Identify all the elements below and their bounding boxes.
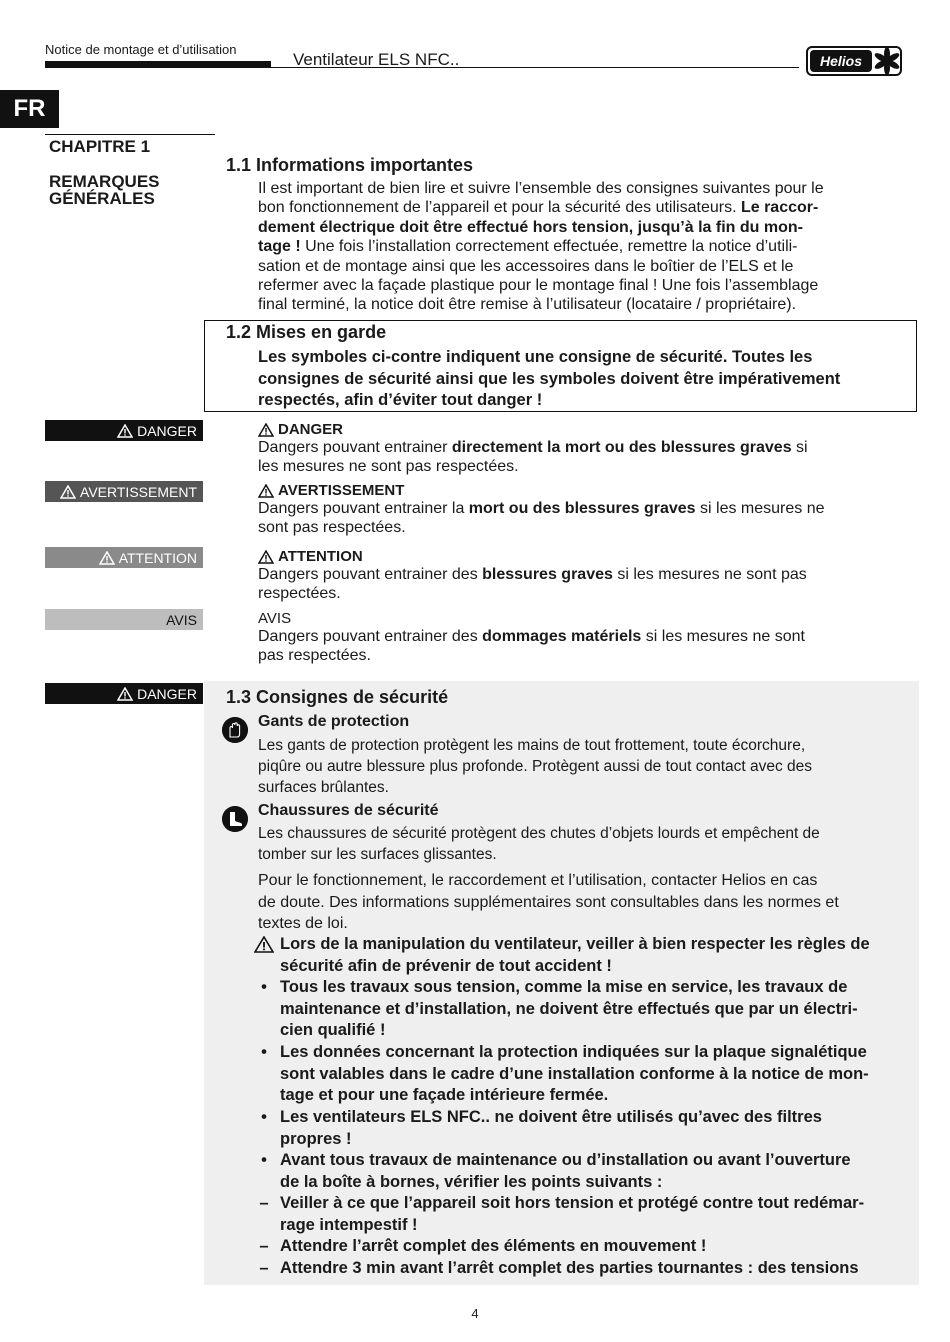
safety-item xyxy=(254,977,906,1042)
warning-heading-text: AVERTISSEMENT xyxy=(278,482,405,499)
warning-heading xyxy=(258,482,906,499)
danger-label xyxy=(45,420,203,441)
logo-text: Helios xyxy=(819,53,863,69)
text-line: Pour le fonctionnement, le raccordement et l’utilisation, contacter Helios en cas xyxy=(258,872,818,889)
text-line xyxy=(258,257,906,276)
bold-span: tage ! xyxy=(258,238,301,256)
notice-text xyxy=(258,627,906,646)
bullet-marker: • xyxy=(261,1043,267,1061)
attention-heading xyxy=(258,548,906,565)
warning-label-text: AVERTISSEMENT xyxy=(80,483,197,500)
warning-label xyxy=(45,481,203,502)
text-span: Dangers pouvant entrainer la xyxy=(258,500,469,517)
notice-label xyxy=(45,609,203,630)
text-span: final terminé, la notice doit être remise à l’utilisateur (locataire / propriétaire). xyxy=(258,296,797,314)
section-1-2-title: 1.2 Mises en garde xyxy=(226,322,387,342)
danger-heading-text: DANGER xyxy=(278,421,344,438)
section-1-1-title: 1.1 Informations importantes xyxy=(226,155,474,175)
text-span: si les mesures ne sont xyxy=(641,628,805,645)
warning-triangle-icon xyxy=(254,936,274,953)
attention-text-line2: respectées. xyxy=(258,585,341,603)
dash-marker: – xyxy=(259,1259,269,1277)
safety-item-text xyxy=(280,977,906,1042)
text-line xyxy=(258,218,906,237)
safety-item xyxy=(254,1107,906,1150)
notice-heading-text: AVIS xyxy=(258,610,292,627)
text-line: Lors de la manipulation du ventilateur, veiller à bien respecter les règles de xyxy=(280,935,870,953)
text-line: piqûre ou autre blessure plus profonde. Protègent aussi de tout contact avec des xyxy=(258,758,813,775)
notice-label-text: AVIS xyxy=(166,611,197,628)
text-line: sont valables dans le cadre d’une installation conforme à la notice de mon- xyxy=(280,1064,869,1083)
shoes-title: Chaussures de sécurité xyxy=(258,802,439,819)
safety-item-text xyxy=(280,1042,906,1107)
safety-item xyxy=(254,1042,906,1107)
text-line: tomber sur les surfaces glissantes. xyxy=(258,846,497,863)
header-rule-thick xyxy=(45,61,271,68)
text-line: propres ! xyxy=(280,1129,352,1148)
section-1-3-danger-label xyxy=(45,683,203,704)
text-span: si les mesures ne xyxy=(695,500,825,517)
text-line xyxy=(258,276,906,295)
danger-heading xyxy=(258,421,906,438)
warning-text-line2: sont pas respectées. xyxy=(258,519,406,537)
safety-shoe-icon xyxy=(222,806,248,832)
text-line xyxy=(258,198,906,217)
bold-span: directement la mort ou des blessures graves xyxy=(451,439,792,456)
safety-item-text xyxy=(280,1258,906,1280)
safety-item-text xyxy=(280,1150,906,1193)
text-line: surfaces brûlantes. xyxy=(258,779,389,796)
chapter-title-line: REMARQUES xyxy=(49,172,160,191)
safety-item xyxy=(254,934,906,977)
warning-triangle-icon xyxy=(117,687,133,701)
danger-text xyxy=(258,438,906,457)
chapter-number: CHAPITRE 1 xyxy=(49,137,151,156)
notice-explanation xyxy=(258,610,906,666)
chapter-title xyxy=(49,173,160,207)
text-line: tage et pour une façade intérieure fermée. xyxy=(280,1086,609,1105)
text-line: Les données concernant la protection indiquées sur la plaque signalétique xyxy=(280,1043,867,1061)
safety-item-text xyxy=(280,934,906,977)
warning-triangle-icon xyxy=(99,551,115,565)
text-line: textes de loi. xyxy=(258,915,348,933)
bold-span: mort ou des blessures graves xyxy=(468,500,696,517)
text-line: Attendre l’arrêt complet des éléments en mouvement ! xyxy=(280,1237,707,1255)
text-span: Il est important de bien lire et suivre l’ensemble des consignes suivantes pour le xyxy=(258,180,824,197)
warning-triangle-icon xyxy=(60,485,76,499)
text-line: maintenance et d’installation, ne doivent être effectués que par un électri- xyxy=(280,999,858,1018)
text-span: si xyxy=(791,439,808,456)
text-line xyxy=(258,179,906,198)
text-line: Avant tous travaux de maintenance ou d’installation ou avant l’ouverture xyxy=(280,1151,851,1169)
danger-label-text: DANGER xyxy=(137,422,197,439)
notice-text-line2: pas respectées. xyxy=(258,647,371,665)
section-1-2-body xyxy=(258,347,906,412)
bullet-marker: • xyxy=(261,1151,267,1169)
chapter-rule xyxy=(45,134,215,135)
attention-label-text: ATTENTION xyxy=(118,549,197,566)
text-line: Tous les travaux sous tension, comme la mise en service, les travaux de xyxy=(280,978,848,996)
text-line: Les gants de protection protègent les mains de tout frottement, toute écorchure, xyxy=(258,737,806,754)
notice-heading xyxy=(258,610,906,627)
safety-item xyxy=(254,1193,906,1236)
dash-marker: – xyxy=(259,1237,269,1255)
contact-text xyxy=(258,870,908,935)
language-tab: FR xyxy=(0,90,59,128)
section-1-3-title: 1.3 Consignes de sécurité xyxy=(226,687,449,707)
text-span: refermer avec la façade plastique pour le montage final ! Une fois l’assemblage xyxy=(258,277,819,295)
product-title: Ventilateur ELS NFC.. xyxy=(293,50,460,69)
gloves-icon xyxy=(222,717,248,743)
text-span: Dangers pouvant entrainer des xyxy=(258,566,483,583)
gloves-title: Gants de protection xyxy=(258,713,410,730)
safety-item-text xyxy=(280,1193,906,1236)
shoes-text xyxy=(258,823,908,865)
text-line xyxy=(258,237,906,256)
text-line: de doute. Des informations supplémentaires sont consultables dans les normes et xyxy=(258,893,839,911)
text-line: sécurité afin de prévenir de tout accident ! xyxy=(280,956,612,975)
safety-item xyxy=(254,1236,906,1258)
text-span: si les mesures ne sont pas xyxy=(612,566,807,583)
page-number: 4 xyxy=(471,1306,479,1321)
bold-span: dement électrique doit être effectué hors tension, jusqu’à la fin du mon- xyxy=(258,218,803,236)
dash-marker: – xyxy=(259,1194,269,1212)
text-line xyxy=(258,295,906,314)
text-line: cien qualifié ! xyxy=(280,1021,386,1040)
warning-triangle-icon xyxy=(258,423,274,437)
helios-logo xyxy=(806,45,902,77)
warning-explanation xyxy=(258,482,906,538)
warning-text xyxy=(258,499,906,518)
bullet-marker: • xyxy=(261,978,267,996)
text-line: consignes de sécurité ainsi que les symboles doivent être impérativement xyxy=(258,369,841,388)
attention-explanation xyxy=(258,548,906,604)
attention-text xyxy=(258,565,906,584)
text-span: sation et de montage ainsi que les accessoires dans le boîtier de l’ELS et le xyxy=(258,257,794,275)
text-line: Les symboles ci-contre indiquent une consigne de sécurité. Toutes les xyxy=(258,348,813,366)
text-line: rage intempestif ! xyxy=(280,1215,418,1234)
danger-explanation xyxy=(258,421,906,477)
warning-triangle-icon xyxy=(117,424,133,438)
attention-label xyxy=(45,547,203,568)
text-line: Les chaussures de sécurité protègent des chutes d’objets lourds et empêchent de xyxy=(258,825,820,842)
safety-item-text xyxy=(280,1236,906,1258)
document-type: Notice de montage et d’utilisation xyxy=(45,42,237,57)
bold-span: Le raccor- xyxy=(740,199,819,217)
safety-item xyxy=(254,1150,906,1193)
text-line: Veiller à ce que l’appareil soit hors tension et protégé contre tout redémar- xyxy=(280,1194,865,1212)
section-1-3-danger-label-text: DANGER xyxy=(137,685,197,702)
warning-triangle-icon xyxy=(258,550,274,564)
text-span: Une fois l’installation correctement effectuée, remettre la notice d’utili- xyxy=(300,238,798,256)
chapter-title-line: GÉNÉRALES xyxy=(49,189,155,208)
text-line: Attendre 3 min avant l’arrêt complet des parties tournantes : des tensions xyxy=(280,1259,859,1277)
text-span: Dangers pouvant entrainer des xyxy=(258,628,483,645)
safety-item-text xyxy=(280,1107,906,1150)
text-line: Les ventilateurs ELS NFC.. ne doivent être utilisés qu’avec des filtres xyxy=(280,1108,822,1126)
text-line: de la boîte à bornes, vérifier les points suivants : xyxy=(280,1172,663,1191)
text-line: respectés, afin d’éviter tout danger ! xyxy=(258,391,543,410)
text-span: bon fonctionnement de l’appareil et pour la sécurité des utilisateurs. xyxy=(258,199,741,217)
bold-span: blessures graves xyxy=(482,566,613,583)
bullet-marker: • xyxy=(261,1108,267,1126)
bold-span: dommages matériels xyxy=(482,628,642,645)
attention-heading-text: ATTENTION xyxy=(278,548,363,565)
safety-item xyxy=(254,1258,906,1280)
text-span: Dangers pouvant entrainer xyxy=(258,439,452,456)
warning-triangle-icon xyxy=(258,484,274,498)
gloves-text xyxy=(258,735,908,798)
danger-text-line2: les mesures ne sont pas respectées. xyxy=(258,458,519,476)
section-1-1-body xyxy=(258,179,906,315)
